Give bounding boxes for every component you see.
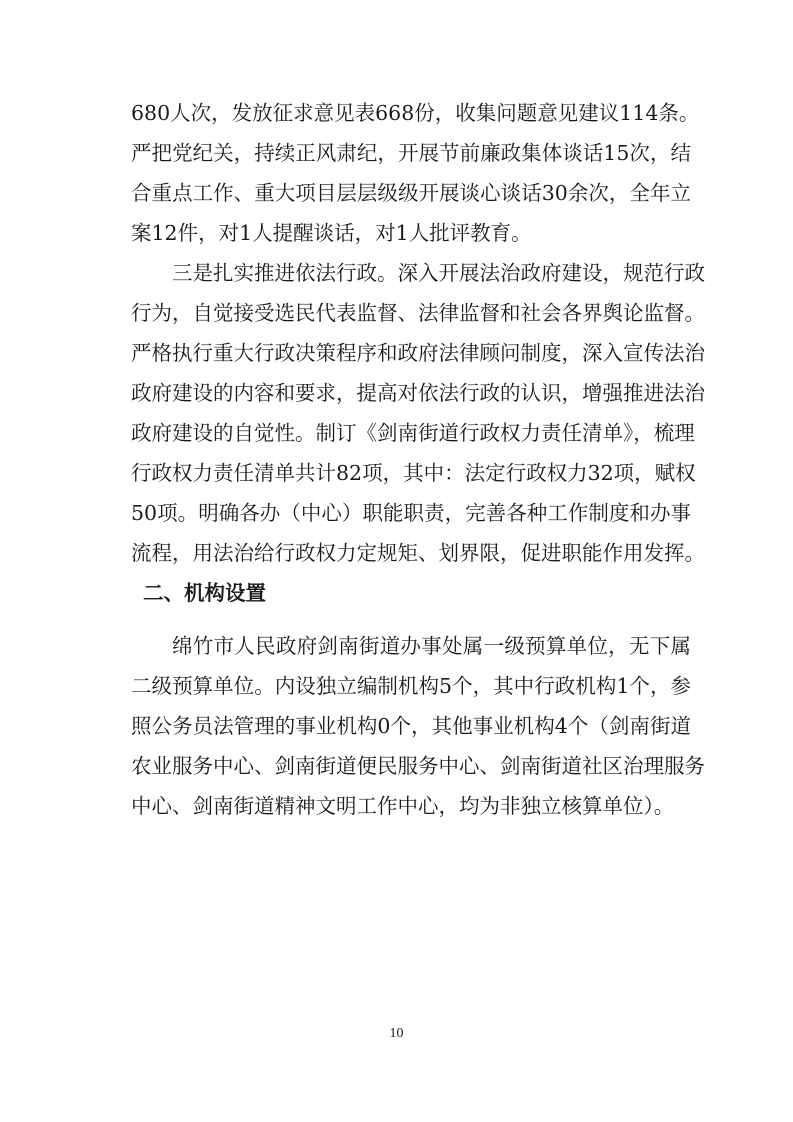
paragraph3-line-3: 照公务员法管理的事业机构0个，其他事业机构4个（剑南街道 bbox=[131, 714, 691, 738]
paragraph1-line-4: 案12件，对1人提醒谈话，对1人批评教育。 bbox=[131, 221, 532, 245]
page-number: 10 bbox=[389, 1026, 404, 1041]
paragraph3-line-4: 农业服务中心、剑南街道便民服务中心、剑南街道社区治理服务 bbox=[131, 754, 705, 778]
paragraph2-line-5: 政府建设的自觉性。制订《剑南街道行政权力责任清单》，梳理 bbox=[131, 421, 695, 445]
paragraph1-line-2: 严把党纪关，持续正风肃纪，开展节前廉政集体谈话15次，结 bbox=[131, 141, 691, 165]
paragraph2-line-2: 行为，自觉接受选民代表监督、法律监督和社会各界舆论监督。 bbox=[131, 301, 705, 325]
paragraph2-line-4: 政府建设的内容和要求，提高对依法行政的认识，增强推进法治 bbox=[131, 381, 705, 405]
paragraph3-line-5: 中心、剑南街道精神文明工作中心，均为非独立核算单位）。 bbox=[131, 794, 675, 818]
paragraph1-line-3: 合重点工作、重大项目层层级级开展谈心谈话30余次，全年立 bbox=[131, 181, 691, 205]
paragraph1-line-1: 680人次，发放征求意见表668份，收集问题意见建议114条。 bbox=[131, 101, 700, 125]
paragraph2-line-7: 50项。明确各办（中心）职能职责，完善各种工作制度和办事 bbox=[131, 501, 691, 525]
section-heading: 二、机构设置 bbox=[143, 581, 266, 605]
paragraph3-line-1: 绵竹市人民政府剑南街道办事处属一级预算单位，无下属 bbox=[172, 634, 691, 658]
paragraph2-line-8: 流程，用法治给行政权力定规矩、划界限，促进职能作用发挥。 bbox=[131, 541, 705, 565]
paragraph3-line-2: 二级预算单位。内设独立编制机构5个，其中行政机构1个，参 bbox=[131, 674, 691, 698]
paragraph2-line-3: 严格执行重大行政决策程序和政府法律顾问制度，深入宣传法治 bbox=[131, 341, 705, 365]
paragraph2-line-1: 三是扎实推进依法行政。深入开展法治政府建设，规范行政 bbox=[172, 261, 705, 285]
paragraph2-line-6: 行政权力责任清单共计82项，其中：法定行政权力32项，赋权 bbox=[131, 461, 696, 485]
